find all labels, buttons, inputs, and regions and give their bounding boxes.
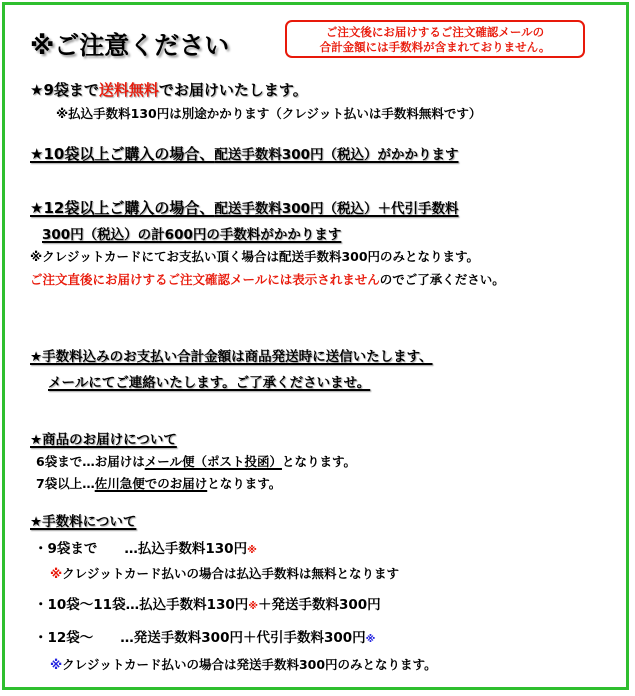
fees-heading: ★手数料について	[30, 514, 137, 530]
fees-row3-note-mark: ※	[50, 657, 63, 672]
free-shipping-highlight: 送料無料	[98, 81, 159, 99]
fees-row2-mark: ※	[248, 601, 258, 612]
over10-lead: ★10袋以上ご購入の場合、	[30, 145, 215, 163]
fees-row2-a: ・10袋〜11袋…払込手数料130円	[34, 597, 249, 613]
fees-row3-note-line	[50, 655, 437, 673]
over12-detail: 配送手数料300円（税込）＋代引手数料	[214, 201, 459, 217]
fees-row1-mark: ※	[247, 545, 257, 556]
delivery-row-1	[36, 452, 356, 470]
over12-red-note-line	[30, 270, 505, 288]
fees-row2-b: ＋発送手数料300円	[258, 597, 381, 613]
fees-row-2	[34, 593, 381, 613]
total-notice-line2: メールにてご連絡いたします。ご了承くださいませ。	[48, 375, 371, 391]
delivery-row1-prefix: 6袋まで…お届けは	[36, 454, 145, 469]
over12-red-note: ご注文直後にお届けするご注文確認メールには表示されません	[30, 272, 380, 287]
free-shipping-note: ※払込手数料130円は別途かかります（クレジット払いは手数料無料です）	[56, 106, 482, 121]
total-notice-line1: ★手数料込みのお支払い合計金額は商品発送時に送信いたします、	[30, 349, 433, 365]
over10-detail: 配送手数料300円（税込）がかかります	[214, 147, 459, 163]
delivery-row1-suffix: となります。	[281, 454, 356, 469]
over12-card-note: ※クレジットカードにてお支払い頂く場合は配送手数料300円のみとなります。	[30, 249, 480, 264]
fees-row1-note-mark: ※	[50, 566, 63, 581]
delivery-row-2	[36, 474, 281, 492]
delivery-row2-prefix: 7袋以上…	[36, 476, 95, 491]
notice-line-1: ご注文後にお届けするご注文確認メールの	[325, 25, 545, 39]
fees-row-3	[34, 626, 375, 646]
fees-row3-mark: ※	[365, 634, 376, 645]
delivery-row2-suffix: となります。	[207, 476, 282, 491]
over10-line	[30, 143, 459, 164]
delivery-row2-method: 佐川急便でのお届け	[94, 476, 208, 491]
fees-row-1	[34, 537, 257, 557]
delivery-heading: ★商品のお届けについて	[30, 432, 177, 448]
over12-line	[30, 197, 459, 218]
over12-lead: ★12袋以上ご購入の場合、	[30, 199, 215, 217]
fees-row1-text: ・9袋まで …払込手数料130円	[34, 541, 248, 557]
delivery-row1-method: メール便（ポスト投函）	[144, 454, 282, 469]
fees-row1-note-line	[50, 564, 399, 582]
fees-row1-note: クレジットカード払いの場合は払込手数料は無料となります	[62, 566, 399, 581]
notice-line-2: 合計金額には手数料が含まれておりません。	[319, 40, 551, 54]
red-notice-box	[285, 20, 585, 58]
over12-line2: 300円（税込）の計600円の手数料がかかります	[42, 227, 342, 243]
fees-row3-note: クレジットカード払いの場合は発送手数料300円のみとなります。	[62, 657, 437, 672]
over12-red-note-suffix: のでご了承ください。	[379, 272, 505, 287]
free-shipping-suffix: でお届けいたします。	[158, 81, 308, 99]
page-title: ※ご注意ください	[30, 31, 230, 60]
free-shipping-line	[30, 79, 308, 100]
fees-row3-text: ・12袋〜 …発送手数料300円＋代引手数料300円	[34, 630, 366, 646]
free-shipping-prefix: ★9袋まで	[30, 81, 99, 99]
